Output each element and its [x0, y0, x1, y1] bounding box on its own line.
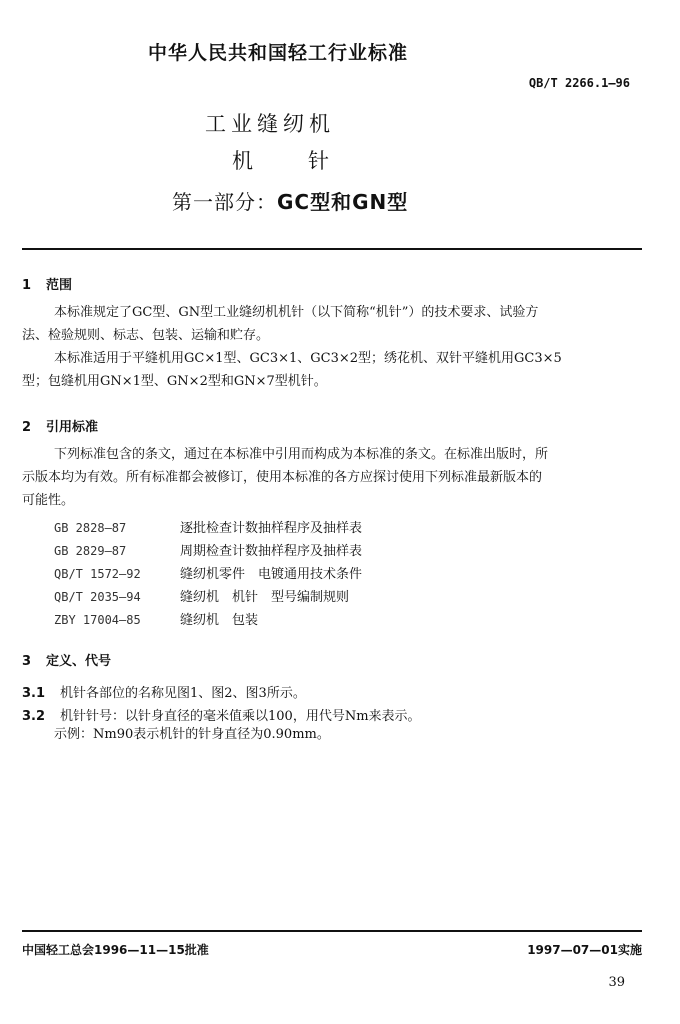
- section2-p-line3: 可能性。: [22, 493, 75, 508]
- reference-standard: [54, 609, 258, 628]
- section1-heading: [22, 274, 72, 293]
- document-title-line1: 工业缝纫机: [205, 112, 335, 136]
- title-part-types: GC型和GN型: [277, 190, 409, 214]
- reference-standard: [54, 563, 362, 582]
- title-char-ji: 机: [232, 149, 253, 173]
- section2-heading: [22, 416, 98, 435]
- reference-code: GB 2828—87: [54, 521, 127, 535]
- section2-p-line2: 示版本均为有效。所有标准都会被修订，使用本标准的各方应探讨使用下列标准最新版本的: [22, 470, 543, 485]
- section2-number: 2: [22, 420, 32, 435]
- title-char-zhen: 针: [308, 149, 329, 173]
- document-title-line3: [172, 186, 408, 215]
- standard-number: QB/T 2266.1—96: [528, 76, 630, 90]
- section1-p1-line2: 法、检验规则、标志、包装、运输和贮存。: [22, 328, 270, 343]
- clause-number: 3.1: [22, 686, 46, 701]
- reference-title: 缝纫机零件 电镀通用技术条件: [180, 567, 363, 582]
- reference-code: QB/T 2035—94: [54, 590, 141, 604]
- title-part-label: 第一部分：: [172, 190, 277, 214]
- section2-title: 引用标准: [46, 420, 99, 435]
- reference-code: GB 2829—87: [54, 544, 127, 558]
- clause-text: 机针各部位的名称见图1、图2、图3所示。: [60, 686, 306, 701]
- clause-number: 3.2: [22, 709, 46, 724]
- issuing-authority-title: 中华人民共和国轻工行业标准: [148, 42, 409, 64]
- section2-p-line1: 下列标准包含的条文，通过在本标准中引用而构成为本标准的条文。在标准出版时，所: [54, 447, 549, 462]
- reference-standard: [54, 540, 362, 559]
- header-divider: [22, 248, 642, 250]
- reference-title: 逐批检查计数抽样程序及抽样表: [180, 521, 363, 536]
- section3-title: 定义、代号: [46, 654, 112, 669]
- approval-date: 中国轻工总会1996—11—15批准: [22, 943, 209, 957]
- section1-title: 范围: [46, 278, 73, 293]
- page-number: 39: [608, 975, 625, 990]
- section1-p2-line1: 本标准适用于平缝机用GC×1型、GC3×1、GC3×2型；绣花机、双针平缝机用GC3×5: [54, 351, 562, 366]
- clause-3-1: [22, 682, 306, 701]
- document-title-line2: [232, 145, 329, 175]
- implementation-date: 1997—07—01实施: [527, 943, 642, 957]
- reference-title: 周期检查计数抽样程序及抽样表: [180, 544, 363, 559]
- reference-standard: [54, 517, 362, 536]
- reference-title: 缝纫机 包装: [180, 613, 259, 628]
- clause-text: 机针针号：以针身直径的毫米值乘以100，用代号Nm来表示。: [60, 709, 421, 724]
- reference-title: 缝纫机 机针 型号编制规则: [180, 590, 350, 605]
- clause-example: 示例：Nm90表示机针的针身直径为0.90mm。: [54, 727, 330, 742]
- clause-3-2: [22, 705, 421, 724]
- section3-heading: [22, 650, 111, 669]
- section3-number: 3: [22, 654, 32, 669]
- section1-p2-line2: 型；包缝机用GN×1型、GN×2型和GN×7型机针。: [22, 374, 327, 389]
- section1-number: 1: [22, 278, 32, 293]
- reference-code: QB/T 1572—92: [54, 567, 141, 581]
- reference-code: ZBY 17004—85: [54, 613, 141, 627]
- reference-standard: [54, 586, 349, 605]
- section1-p1-line1: 本标准规定了GC型、GN型工业缝纫机机针（以下简称“机针”）的技术要求、试验方: [54, 305, 539, 320]
- footer-divider: [22, 930, 642, 932]
